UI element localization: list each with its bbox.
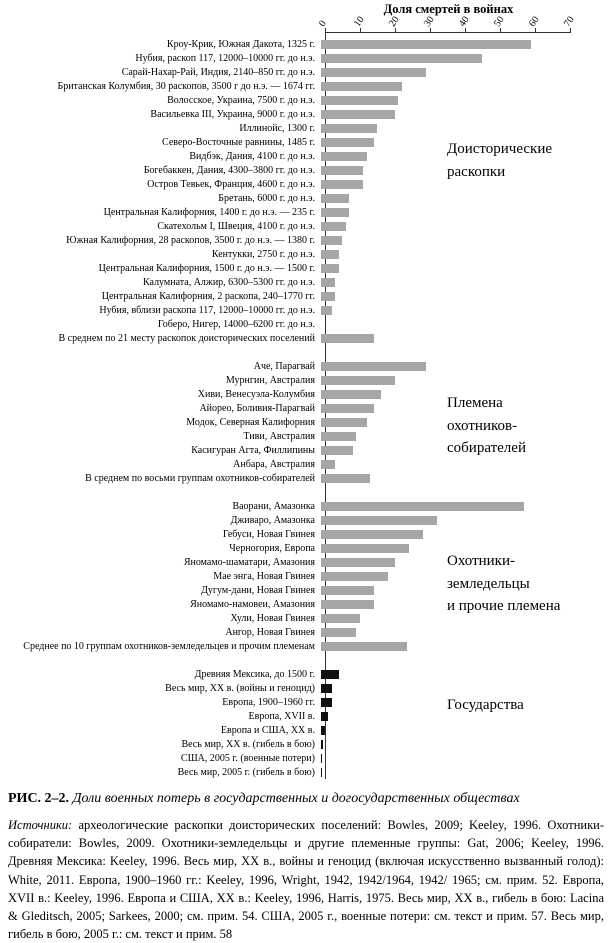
bar-label: Аче, Парагвай: [0, 362, 321, 372]
bar-row: [0, 318, 612, 332]
bar-label: Весь мир, XX в. (войны и геноцид): [0, 684, 321, 694]
bar: [321, 572, 388, 581]
bar: [321, 516, 437, 525]
bar: [321, 460, 335, 469]
bar-area: [321, 262, 612, 276]
bar-row: [0, 80, 612, 94]
x-axis-title: Доля смертей в войнах: [325, 2, 572, 17]
bar-area: [321, 122, 612, 136]
bar-label: Мае энга, Новая Гвинея: [0, 572, 321, 582]
bar-area: [321, 500, 612, 514]
bar-row: [0, 38, 612, 52]
bar: [321, 432, 356, 441]
x-tick-label: 50: [493, 15, 507, 29]
bar-area: [321, 304, 612, 318]
bar: [321, 194, 349, 203]
bar-label: Волосское, Украина, 7500 г. до н.э.: [0, 96, 321, 106]
bar-label: В среднем по 21 месту раскопок доисторических поселений: [0, 334, 321, 344]
bar-area: [321, 766, 612, 780]
bar-row: [0, 66, 612, 80]
bar-row: [0, 724, 612, 738]
x-tick-label: 20: [388, 15, 402, 29]
bar: [321, 558, 395, 567]
bar-label: Нубия, вблизи раскопа 117, 12000–10000 гг. до н.э.: [0, 306, 321, 316]
bar-label: Центральная Калифорния, 2 раскопа, 240–1770 гг.: [0, 292, 321, 302]
bar: [321, 208, 349, 217]
bar: [321, 54, 482, 63]
bar-label: Кентукки, 2750 г. до н.э.: [0, 250, 321, 260]
bar-label: США, 2005 г. (военные потери): [0, 754, 321, 764]
bar-label: Дживаро, Амазонка: [0, 516, 321, 526]
bar: [321, 502, 524, 511]
bar-area: [321, 290, 612, 304]
bar: [321, 180, 363, 189]
bar: [321, 222, 346, 231]
bar-area: [321, 360, 612, 374]
bar-label: Северо-Восточные равнины, 1485 г.: [0, 138, 321, 148]
bar-area: [321, 514, 612, 528]
bar: [321, 698, 332, 707]
bar-label: Видбэк, Дания, 4100 г. до н.э.: [0, 152, 321, 162]
bar-label: Яномамо-намовеи, Амазония: [0, 600, 321, 610]
bar-row: [0, 108, 612, 122]
figure-caption: [8, 790, 604, 808]
bar-area: [321, 52, 612, 66]
bar-area: [321, 626, 612, 640]
bar-area: [321, 752, 612, 766]
bar-label: Гебуси, Новая Гвинея: [0, 530, 321, 540]
bar-label: Гоберо, Нигер, 14000–6200 гг. до н.э.: [0, 320, 321, 330]
bar-label: Богебаккен, Дания, 4300–3800 гг. до н.э.: [0, 166, 321, 176]
bar-area: [321, 108, 612, 122]
bar-label: Ваорани, Амазонка: [0, 502, 321, 512]
bar-area: [321, 38, 612, 52]
group-gap: [0, 346, 612, 360]
bar: [321, 138, 374, 147]
bar: [321, 740, 323, 749]
bar-label: Сарай-Нахар-Рай, Индия, 2140–850 гг. до н.э.: [0, 68, 321, 78]
bar-area: [321, 66, 612, 80]
x-axis-ticks: [0, 0, 612, 32]
bar: [321, 264, 339, 273]
bar-label: Иллинойс, 1300 г.: [0, 124, 321, 134]
bar-label: Бретань, 6000 г. до н.э.: [0, 194, 321, 204]
bar-area: [321, 248, 612, 262]
bar-label: Ангор, Новая Гвинея: [0, 628, 321, 638]
bar: [321, 124, 377, 133]
group-gap: [0, 486, 612, 500]
bar: [321, 362, 426, 371]
bar-label: Калумната, Алжир, 6300–5300 гг. до н.э.: [0, 278, 321, 288]
bar-label: Остров Тевьек, Франция, 4600 г. до н.э.: [0, 180, 321, 190]
bar-label: Британская Колумбия, 30 раскопов, 3500 г до н.э. — 1674 гг.: [0, 82, 321, 92]
bar: [321, 600, 374, 609]
bar-area: [321, 640, 612, 654]
bar: [321, 530, 423, 539]
bar: [321, 250, 339, 259]
group-label: Доисторические раскопки: [447, 138, 552, 183]
bar: [321, 614, 360, 623]
bar: [321, 152, 367, 161]
bar-row: [0, 192, 612, 206]
sources-label: Источники:: [8, 818, 72, 832]
bar: [321, 726, 325, 735]
bar-row: [0, 262, 612, 276]
bar-area: [321, 220, 612, 234]
bar-area: [321, 206, 612, 220]
bar-row: [0, 738, 612, 752]
bar-area: [321, 668, 612, 682]
bar-row: [0, 290, 612, 304]
bar-label: Дугум-дани, Новая Гвинея: [0, 586, 321, 596]
bar: [321, 474, 370, 483]
bar: [321, 544, 409, 553]
group-label: Племена охотников- собирателей: [447, 392, 526, 460]
group-label: Государства: [447, 694, 524, 717]
bar-label: Касигуран Агта, Филлипины: [0, 446, 321, 456]
group-gap: [0, 654, 612, 668]
bar-area: [321, 724, 612, 738]
x-tick-label: 10: [353, 15, 367, 29]
figure-title: Доли военных потерь в государственных и догосударственных обществах: [73, 791, 520, 806]
bar: [321, 642, 407, 651]
bar-label: Кроу-Крик, Южная Дакота, 1325 г.: [0, 40, 321, 50]
x-tick-label: 0: [318, 19, 329, 29]
bar-row: [0, 640, 612, 654]
bar: [321, 166, 363, 175]
bar: [321, 376, 395, 385]
bar: [321, 684, 332, 693]
bar: [321, 306, 332, 315]
bar-label: Центральная Калифорния, 1500 г. до н.э. — 1500 г.: [0, 264, 321, 274]
bar: [321, 418, 367, 427]
bar-row: [0, 332, 612, 346]
bar-label: Европа, 1900–1960 гг.: [0, 698, 321, 708]
bar-label: Центральная Калифорния, 1400 г. до н.э. — 235 г.: [0, 208, 321, 218]
bar-row: [0, 472, 612, 486]
bar-label: Модок, Северная Калифорния: [0, 418, 321, 428]
bar-row: [0, 626, 612, 640]
x-tick-label: 30: [423, 15, 437, 29]
bar: [321, 404, 374, 413]
bar-label: Айорео, Боливия-Парагвай: [0, 404, 321, 414]
bar-row: [0, 234, 612, 248]
bar-row: [0, 122, 612, 136]
x-axis-line: [325, 32, 571, 33]
bar: [321, 628, 356, 637]
bar-row: [0, 668, 612, 682]
bar-area: [321, 332, 612, 346]
bar-area: [321, 528, 612, 542]
bar-row: [0, 528, 612, 542]
bar-label: Среднее по 10 группам охотников-земледельцев и прочим племенам: [0, 642, 321, 652]
bar: [321, 96, 398, 105]
bar-area: [321, 738, 612, 752]
bar-row: [0, 248, 612, 262]
bar-row: [0, 500, 612, 514]
bar: [321, 446, 353, 455]
bar-area: [321, 276, 612, 290]
bar: [321, 390, 381, 399]
bar-row: [0, 52, 612, 66]
x-tick-label: 60: [528, 15, 542, 29]
bar-area: [321, 458, 612, 472]
x-tick-label: 40: [458, 15, 472, 29]
bar-label: Васильевка III, Украина, 9000 г. до н.э.: [0, 110, 321, 120]
bar-label: Хиви, Венесуэла-Колумбия: [0, 390, 321, 400]
bar-label: Тиви, Австралия: [0, 432, 321, 442]
bar-row: [0, 94, 612, 108]
x-tick-label: 70: [563, 15, 577, 29]
bar-row: [0, 220, 612, 234]
bar-label: Скатехольм I, Швеция, 4100 г. до н.э.: [0, 222, 321, 232]
bar-area: [321, 234, 612, 248]
bar-row: [0, 360, 612, 374]
bar-label: Анбара, Австралия: [0, 460, 321, 470]
bar-label: Мурнгин, Австралия: [0, 376, 321, 386]
bar: [321, 236, 342, 245]
bar: [321, 586, 374, 595]
bar-row: [0, 206, 612, 220]
bar: [321, 68, 426, 77]
bar-row: [0, 374, 612, 388]
bar: [321, 670, 339, 679]
bar-label: Европа, XVII в.: [0, 712, 321, 722]
bar-label: Весь мир, XX в. (гибель в бою): [0, 740, 321, 750]
figure-number: РИС. 2–2.: [8, 791, 69, 806]
bar: [321, 110, 395, 119]
bar-area: [321, 472, 612, 486]
bar-label: Европа и США, XX в.: [0, 726, 321, 736]
bar-label: Южная Калифорния, 28 раскопов, 3500 г. до н.э. — 1380 г.: [0, 236, 321, 246]
bar: [321, 292, 335, 301]
bar-label: Яномамо-шаматари, Амазония: [0, 558, 321, 568]
bar-row: [0, 304, 612, 318]
bar: [321, 712, 328, 721]
bar: [321, 754, 322, 763]
bar-label: В среднем по восьми группам охотников-собирателей: [0, 474, 321, 484]
bar-label: Древняя Мексика, до 1500 г.: [0, 670, 321, 680]
bar: [321, 82, 402, 91]
bar-label: Нубия, раскоп 117, 12000–10000 гг. до н.э.: [0, 54, 321, 64]
bar-area: [321, 94, 612, 108]
bar-label: Весь мир, 2005 г. (гибель в бою): [0, 768, 321, 778]
bar-row: [0, 276, 612, 290]
bar-row: [0, 514, 612, 528]
bar-area: [321, 318, 612, 332]
bar-row: [0, 752, 612, 766]
bar-row: [0, 766, 612, 780]
sources-text: археологические раскопки доисторических поселений: Bowles, 2009; Keeley, 1996. Охотники-собиратели: Bowles, 2009. Охотники-земледельцы и другие племенные группы: Gat, 2006; Keeley, 1996. Древняя Мексика: Keeley, 1996. Весь мир, XX в., войны и геноцид (включая искусственно вызванный голод): White, 2011. Европа, 1900–1960 гг.: Keeley, 1996, Wright, 1942, 1942/1964, 1942/ 1965; см. прим. 52. Европа, XVII в.: Keeley, 1996. Европа и США, XX в.: Keeley, 1996, Harris, 1975. Весь мир, XX в., гибель в бою: Lacina & Gleditsch, 2005; Sarkees, 2000; см. прим. 54. США, 2005 г., военные потери: см. текст и прим. 57. Весь мир, гибель в бою, 2005 г.: см. текст и прим. 58: [8, 818, 604, 941]
bar: [321, 334, 374, 343]
group-label: Охотники- земледельцы и прочие племена: [447, 550, 560, 618]
bar-area: [321, 80, 612, 94]
bar-area: [321, 374, 612, 388]
bar-label: Черногория, Европа: [0, 544, 321, 554]
bar-area: [321, 192, 612, 206]
bar-row: [0, 458, 612, 472]
bar: [321, 278, 335, 287]
bar: [321, 40, 531, 49]
sources-paragraph: [8, 816, 604, 943]
bar-label: Хули, Новая Гвинея: [0, 614, 321, 624]
